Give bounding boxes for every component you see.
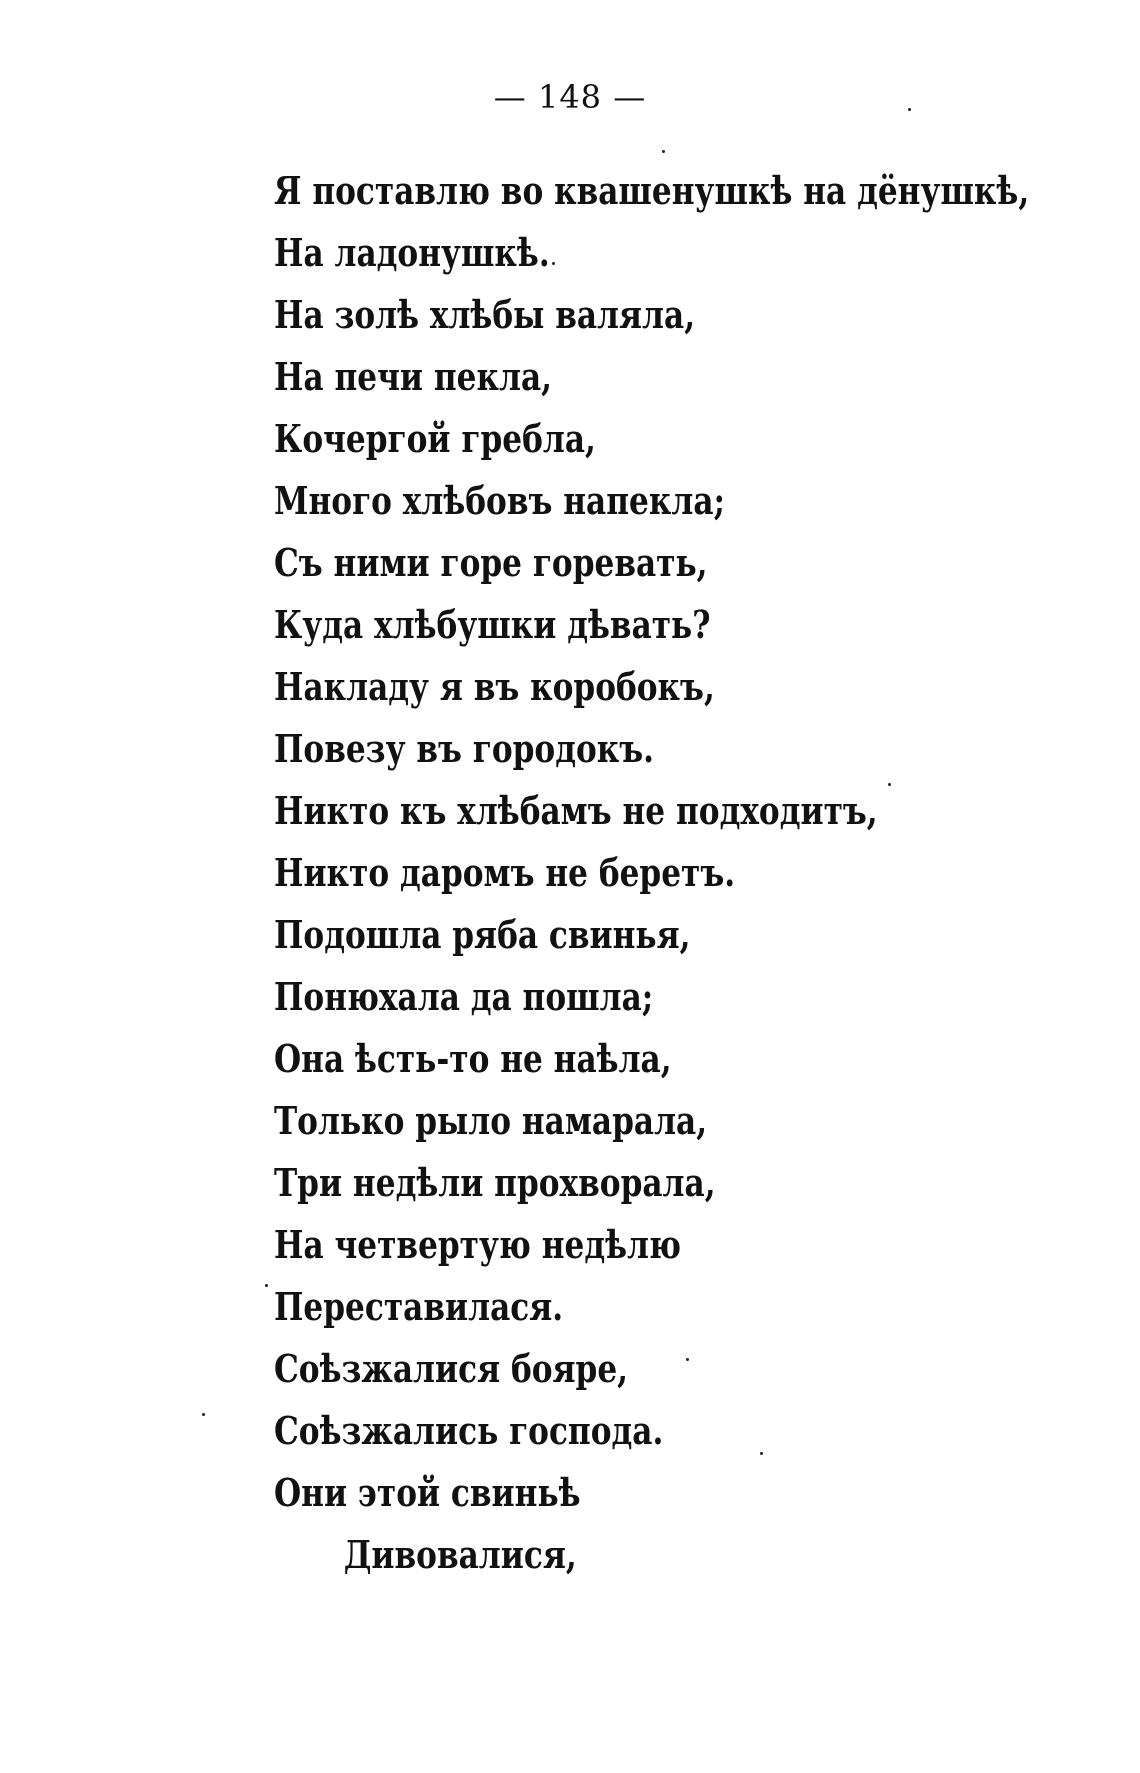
print-speck <box>760 1452 763 1455</box>
poem-line: Соѣзжались господа. <box>274 1408 664 1453</box>
poem-line: Никто къ хлѣбамъ не подходитъ, <box>274 788 878 833</box>
poem-line: На печи пекла, <box>274 354 553 399</box>
poem-line: Много хлѣбовъ напекла; <box>274 478 726 523</box>
poem-line: Она ѣсть-то не наѣла, <box>274 1036 672 1081</box>
poem-line: Соѣзжалися бояре, <box>274 1346 629 1391</box>
poem-line: Только рыло намарала, <box>274 1098 708 1143</box>
poem-line: На золѣ хлѣбы валяла, <box>274 292 696 337</box>
print-speck <box>888 783 891 786</box>
poem-line: Они этой свиньѣ <box>274 1470 581 1515</box>
poem-line: Куда хлѣбушки дѣвать? <box>274 602 711 647</box>
poem-line: На ладонушкѣ. <box>274 230 550 275</box>
poem-line: Переставилася. <box>274 1284 564 1329</box>
poem-line: Подошла ряба свинья, <box>274 912 691 957</box>
print-speck <box>686 1358 689 1361</box>
print-speck <box>662 150 665 153</box>
page-number: — 148 — <box>493 78 647 116</box>
poem-line: Съ ними горе горевать, <box>274 540 708 585</box>
poem-line: Я поставлю во квашенушкѣ на дёнушкѣ, <box>274 168 1030 213</box>
poem-line: На четвертую недѣлю <box>274 1222 681 1267</box>
poem-line: Понюхала да пошла; <box>274 974 654 1019</box>
print-speck <box>202 1413 205 1416</box>
poem-line: Повезу въ городокъ. <box>274 726 655 771</box>
print-speck <box>265 1284 268 1287</box>
poem-line: Накладу я въ коробокъ, <box>274 664 715 709</box>
poem-line: Три недѣли прохворала, <box>274 1160 716 1205</box>
print-speck <box>908 108 911 111</box>
poem-line: Никто даромъ не беретъ. <box>274 850 736 895</box>
poem-line: Кочергой гребла, <box>274 416 596 461</box>
poem-text <box>274 160 1034 1586</box>
print-speck <box>552 262 555 265</box>
poem-line-indented: Дивовалися, <box>343 1532 577 1577</box>
